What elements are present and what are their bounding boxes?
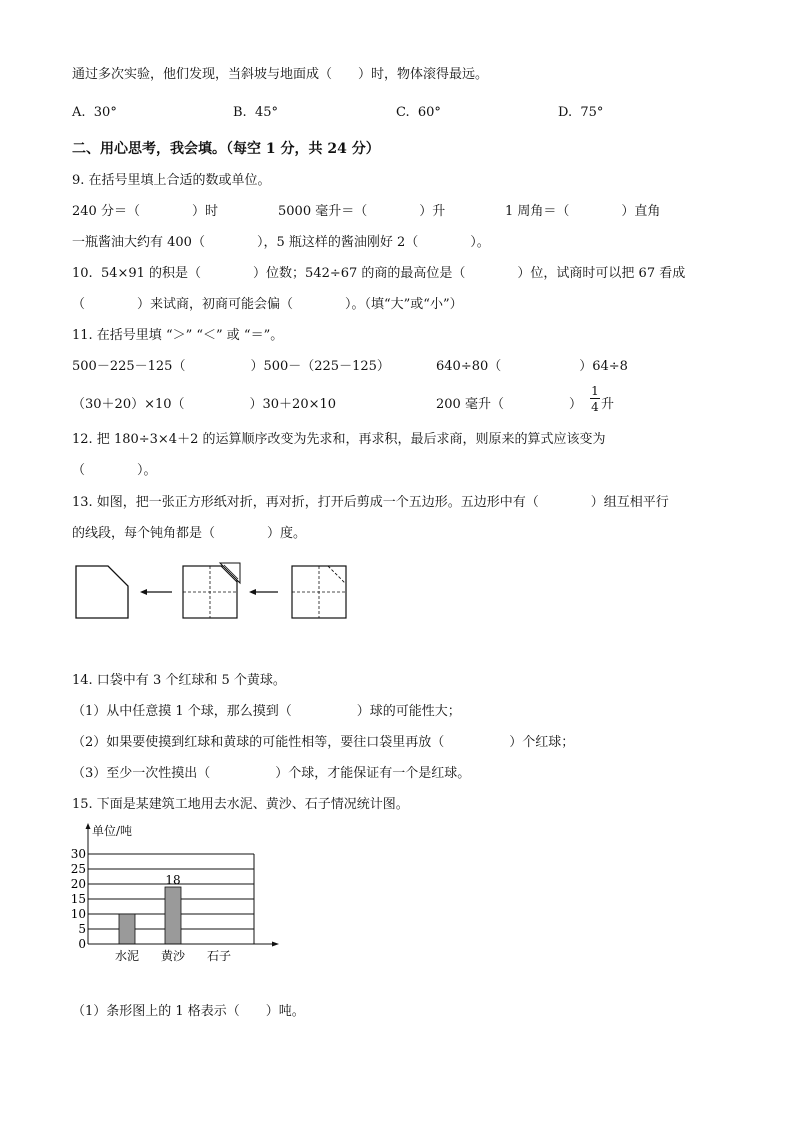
y-tick-label: 10 <box>70 907 86 921</box>
q9-item-2: 5000 毫升＝（ ）升 <box>278 204 446 219</box>
q15-stem: 15. 下面是某建筑工地用去水泥、黄沙、石子情况统计图。 <box>72 797 409 812</box>
y-tick-label: 20 <box>70 877 86 891</box>
y-axis-arrow <box>86 823 91 829</box>
q14-item-3: （3）至少一次性摸出（ ）个球，才能保证有一个是红球。 <box>72 766 471 781</box>
x-axis-arrow <box>272 942 279 947</box>
q8-option-a: A. 30° <box>72 105 117 120</box>
q11-stem: 11. 在括号里填 “＞” “＜” 或 “＝”。 <box>72 328 284 343</box>
folded-square-cut <box>183 563 240 618</box>
bar-黄沙 <box>165 887 181 944</box>
q11-item-1: 500－225－125（ ）500－（225－125） <box>72 359 390 374</box>
q14-item-1: （1）从中任意摸 1 个球，那么摸到（ ）球的可能性大； <box>72 704 461 719</box>
q15-sub1: （1）条形图上的 1 格表示（ ）吨。 <box>72 1004 305 1019</box>
fraction-bar <box>590 398 600 399</box>
q10-line2: （ ）来试商，初商可能会偏（ ）。（填“大”或“小”） <box>72 297 463 312</box>
y-tick-label: 0 <box>78 937 86 951</box>
pentagon-shape <box>76 566 128 618</box>
data-label: 18 <box>165 873 181 887</box>
category-label: 水泥 <box>114 949 140 963</box>
y-tick-label: 30 <box>70 847 86 861</box>
y-tick-label: 25 <box>70 862 86 876</box>
q8-option-c: C. 60° <box>396 105 441 120</box>
folded-square <box>292 566 346 618</box>
category-label: 黄沙 <box>160 949 186 963</box>
bar-水泥 <box>119 914 135 944</box>
q11-item-2: 640÷80（ ）64÷8 <box>436 359 628 374</box>
q8-option-b: B. 45° <box>233 105 278 120</box>
fraction-unit: 升 <box>601 397 615 412</box>
q8-stem: 通过多次实验，他们发现，当斜坡与地面成（ ）时，物体滚得最远。 <box>72 67 489 82</box>
q9-stem: 9. 在括号里填上合适的数或单位。 <box>72 173 271 188</box>
q8-option-d: D. 75° <box>558 105 604 120</box>
paper-folding-figure <box>70 560 360 624</box>
q11-item-3: （30＋20）×10（ ）30＋20×10 <box>72 397 337 412</box>
q14-item-2: （2）如果要使摸到红球和黄球的可能性相等，要往口袋里再放（ ）个红球； <box>72 735 575 750</box>
arrow-head-1 <box>140 589 147 595</box>
q9-item-1: 240 分＝（ ）时 <box>72 204 218 219</box>
arrow-head-2 <box>249 589 256 595</box>
q12-line2: （ ）。 <box>72 463 157 478</box>
q10-line1: 10. 54×91 的积是（ ）位数；542÷67 的商的最高位是（ ）位，试商时可以把 67 看成 <box>72 266 686 281</box>
q9-item-3: 1 周角＝（ ）直角 <box>505 204 661 219</box>
fraction-numerator: 1 <box>591 384 599 398</box>
q9-line2: 一瓶酱油大约有 400（ ），5 瓶这样的酱油刚好 2（ ）。 <box>72 235 490 250</box>
q13-line1: 13. 如图，把一张正方形纸对折，再对折，打开后剪成一个五边形。五边形中有（ ）组互相平行 <box>72 495 669 510</box>
q11-item-4: 200 毫升（ ） <box>436 397 582 412</box>
fraction-denominator: 4 <box>591 400 599 414</box>
y-axis-label: 单位/吨 <box>92 824 133 838</box>
q14-stem: 14. 口袋中有 3 个红球和 5 个黄球。 <box>72 673 286 688</box>
bar-chart <box>70 822 285 967</box>
y-tick-label: 15 <box>70 892 86 906</box>
category-label: 石子 <box>206 949 232 963</box>
y-tick-label: 5 <box>78 922 86 936</box>
q12-line1: 12. 把 180÷3×4＋2 的运算顺序改变为先求和，再求积，最后求商，则原来的算式应该变为 <box>72 432 606 447</box>
q13-line2: 的线段，每个钝角都是（ ）度。 <box>72 526 307 541</box>
section-title: 二、用心思考，我会填。（每空 1 分，共 24 分） <box>72 141 380 157</box>
